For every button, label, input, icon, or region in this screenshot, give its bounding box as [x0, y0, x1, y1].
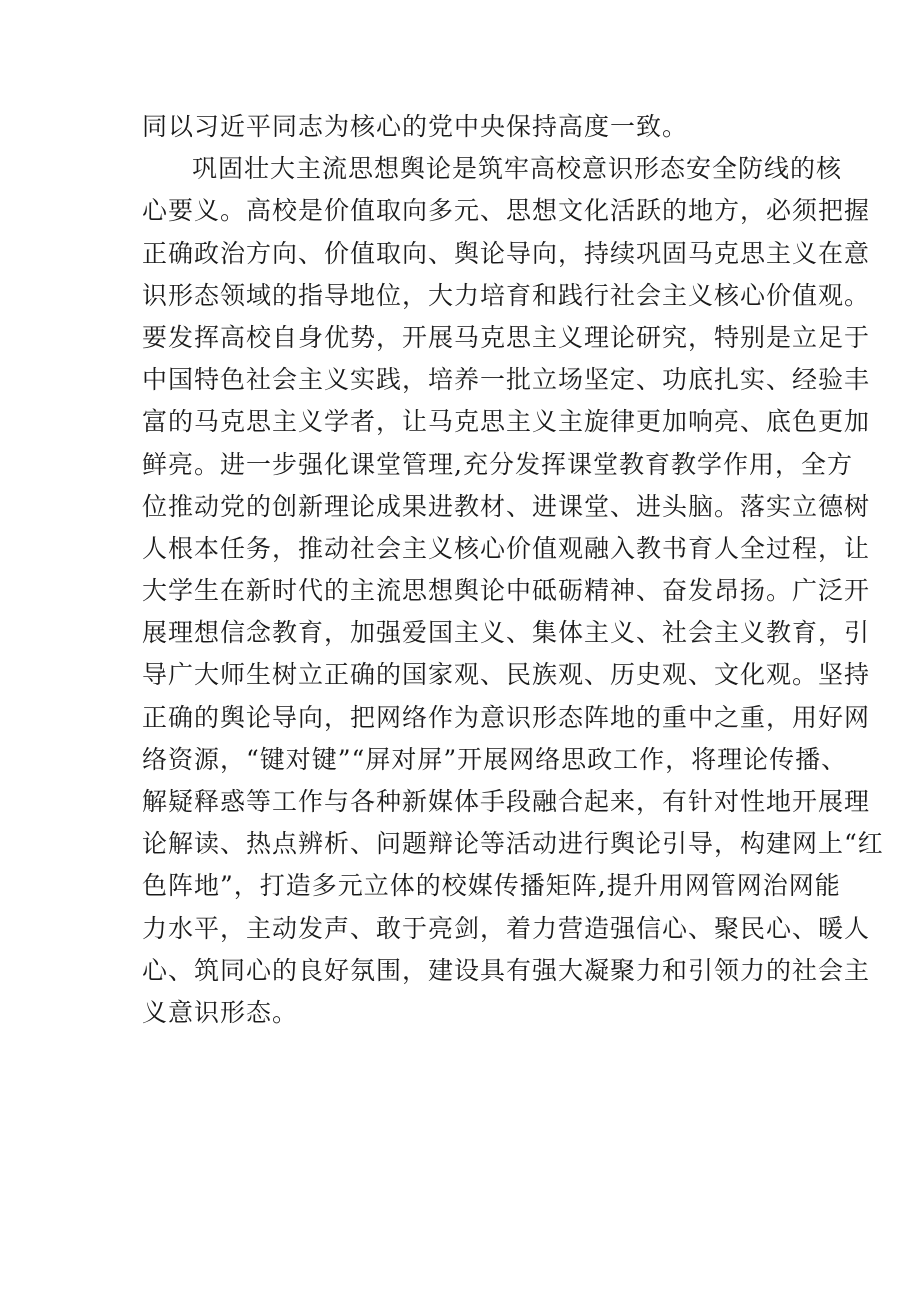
- text-line: 大学生在新时代的主流思想舆论中砥砺精神、奋发昂扬。广泛开: [142, 576, 871, 606]
- text-line: 力水平，主动发声、敢于亮剑，着力营造强信心、聚民心、暖人: [142, 913, 871, 943]
- text-line: 人根本任务，推动社会主义核心价值观融入教书育人全过程，让: [142, 533, 871, 563]
- text-line: 识形态领域的指导地位，大力培育和践行社会主义核心价值观。: [142, 280, 871, 310]
- text-line: 同以习近平同志为核心的党中央保持高度一致。: [142, 112, 689, 141]
- text-line: 中国特色社会主义实践，培养一批立场坚定、功底扎实、经验丰: [142, 365, 871, 395]
- text-line: 展理想信念教育，加强爱国主义、集体主义、社会主义教育，引: [142, 618, 871, 648]
- text-line: 正确的舆论导向，把网络作为意识形态阵地的重中之重，用好网: [142, 702, 871, 732]
- paragraph-first-line: 巩固壮大主流思想舆论是筑牢高校意识形态安全防线的核: [192, 154, 843, 184]
- body-text: [142, 106, 884, 1034]
- text-line: 鲜亮。进一步强化课堂管理,充分发挥课堂教育教学作用，全方: [142, 449, 853, 479]
- text-line: 正确政治方向、价值取向、舆论导向，持续巩固马克思主义在意: [142, 238, 871, 268]
- text-line: 解疑释惑等工作与各种新媒体手段融合起来，有针对性地开展理: [142, 787, 871, 816]
- text-line: 心、筑同心的良好氛围，建设具有强大凝聚力和引领力的社会主: [142, 955, 871, 985]
- text-line: 义意识形态。: [142, 997, 299, 1027]
- text-line: 位推动党的创新理论成果进教材、进课堂、进头脑。落实立德树: [142, 491, 871, 521]
- text-line: 色阵地”，打造多元立体的校媒传播矩阵,提升用网管网治网能: [142, 871, 841, 901]
- text-line: 富的马克思主义学者，让马克思主义主旋律更加响亮、底色更加: [142, 407, 871, 437]
- text-line: 导广大师生树立正确的国家观、民族观、历史观、文化观。坚持: [142, 660, 871, 690]
- text-line: 络资源，“键对键”“屏对屏”开展网络思政工作，将理论传播、: [142, 744, 848, 774]
- text-line: 心要义。高校是价值取向多元、思想文化活跃的地方，必须把握: [142, 196, 871, 226]
- text-line: 要发挥高校自身优势，开展马克思主义理论研究，特别是立足于: [142, 322, 871, 352]
- text-line: 论解读、热点辨析、问题辩论等活动进行舆论引导，构建网上“红: [142, 829, 884, 859]
